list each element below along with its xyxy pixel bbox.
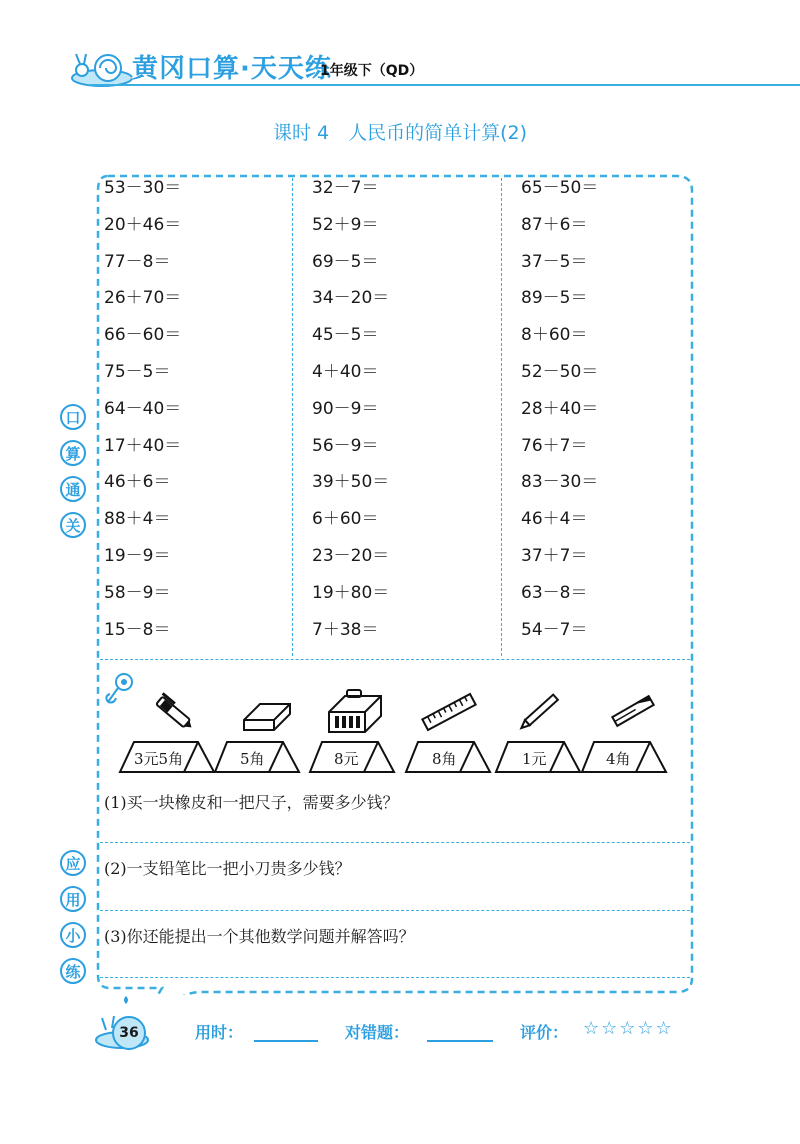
- side-char: 算: [60, 440, 86, 466]
- side-char: 通: [60, 476, 86, 502]
- page-footer: [0, 1014, 800, 1054]
- price-tag: 1元: [522, 750, 547, 768]
- problem: 23－20＝: [312, 545, 390, 566]
- problem: 77－8＝: [104, 251, 171, 272]
- side-label-oral: [60, 404, 88, 548]
- page-number: 36: [112, 1016, 146, 1050]
- problem: 56－9＝: [312, 435, 379, 456]
- side-char: 练: [60, 958, 86, 984]
- problem: 8＋60＝: [521, 325, 588, 346]
- problem: 58－9＝: [104, 582, 171, 603]
- brand-title: [132, 48, 332, 85]
- side-char: 口: [60, 404, 86, 430]
- problem: 69－5＝: [312, 251, 379, 272]
- rating-label: 评价：: [520, 1023, 569, 1042]
- problem: 46＋6＝: [104, 472, 171, 493]
- price-tag: 4角: [606, 750, 631, 768]
- problem: 7＋38＝: [312, 619, 379, 640]
- problem: 17＋40＝: [104, 435, 182, 456]
- problem: 37＋7＝: [521, 545, 588, 566]
- problem: 52－50＝: [521, 361, 599, 382]
- grade-label: 1年级下（QD）: [320, 63, 424, 79]
- side-char: 用: [60, 886, 86, 912]
- errors-blank: [427, 1040, 493, 1042]
- problem: 34－20＝: [312, 288, 390, 309]
- rating-stars: ☆☆☆☆☆: [583, 1018, 674, 1039]
- price-tag: 5角: [240, 750, 265, 768]
- brand-subtitle: 天天练: [250, 54, 332, 84]
- answer-line: [100, 842, 690, 843]
- problem: 87＋6＝: [521, 214, 588, 235]
- pencil-icon: [515, 688, 567, 734]
- lesson-title: 课时 4 人民币的简单计算(2): [272, 122, 528, 144]
- eraser-icon: [238, 696, 296, 736]
- brand-name: 黄冈口算: [132, 54, 241, 84]
- problem: 66－60＝: [104, 325, 182, 346]
- problem: 32－7＝: [312, 178, 379, 198]
- problem: 4＋40＝: [312, 361, 379, 382]
- problem: 39＋50＝: [312, 472, 390, 493]
- problem-column-3: [521, 178, 711, 656]
- answer-line: [100, 977, 690, 978]
- brand-separator: ·: [240, 54, 251, 84]
- price-tag: 8元: [334, 750, 359, 768]
- problem: 15－8＝: [104, 619, 171, 640]
- ruler-icon: [420, 690, 478, 734]
- problem-column-1: [104, 178, 294, 656]
- answer-line: [100, 910, 690, 911]
- problem: 37－5＝: [521, 251, 588, 272]
- side-label-apply: [60, 850, 88, 994]
- knife-icon: [608, 690, 658, 732]
- pencil-box-icon: [325, 688, 385, 736]
- errors-label: 对错题：: [345, 1023, 410, 1042]
- problem: 20＋46＝: [104, 214, 182, 235]
- problem: 45－5＝: [312, 325, 379, 346]
- problem: 89－5＝: [521, 288, 588, 309]
- section-divider: [100, 659, 690, 660]
- side-char: 小: [60, 922, 86, 948]
- problem: 53－30＝: [104, 178, 182, 198]
- pen-icon: [150, 692, 198, 736]
- header-divider: [90, 84, 800, 86]
- problem: 6＋60＝: [312, 509, 379, 530]
- time-blank: [254, 1040, 318, 1042]
- question-3: (3)你还能提出一个其他数学问题并解答吗？: [104, 927, 415, 946]
- question-1: (1)买一块橡皮和一把尺子，需要多少钱？: [104, 793, 399, 812]
- problem: 90－9＝: [312, 398, 379, 419]
- problem: 64－40＝: [104, 398, 182, 419]
- side-char: 关: [60, 512, 86, 538]
- problem: 75－5＝: [104, 361, 171, 382]
- problem: 76＋7＝: [521, 435, 588, 456]
- problem: 83－30＝: [521, 472, 599, 493]
- problem: 65－50＝: [521, 178, 599, 198]
- problem: 26＋70＝: [104, 288, 182, 309]
- price-tag: 8角: [432, 750, 457, 768]
- column-divider: [292, 178, 293, 656]
- problem-column-2: [312, 178, 502, 656]
- side-char: 应: [60, 850, 86, 876]
- problem: 19－9＝: [104, 545, 171, 566]
- column-divider: [501, 178, 502, 656]
- problem: 54－7＝: [521, 619, 588, 640]
- problem: 19＋80＝: [312, 582, 390, 603]
- price-tag: 3元5角: [134, 750, 184, 768]
- problem: 46＋4＝: [521, 509, 588, 530]
- time-label: 用时：: [195, 1023, 244, 1042]
- snail-logo-icon: [70, 48, 134, 88]
- flower-decoration-icon: [102, 670, 138, 706]
- problem: 88＋4＝: [104, 509, 171, 530]
- question-2: (2)一支铅笔比一把小刀贵多少钱？: [104, 859, 351, 878]
- problem: 52＋9＝: [312, 214, 379, 235]
- problem: 63－8＝: [521, 582, 588, 603]
- problem: 28＋40＝: [521, 398, 599, 419]
